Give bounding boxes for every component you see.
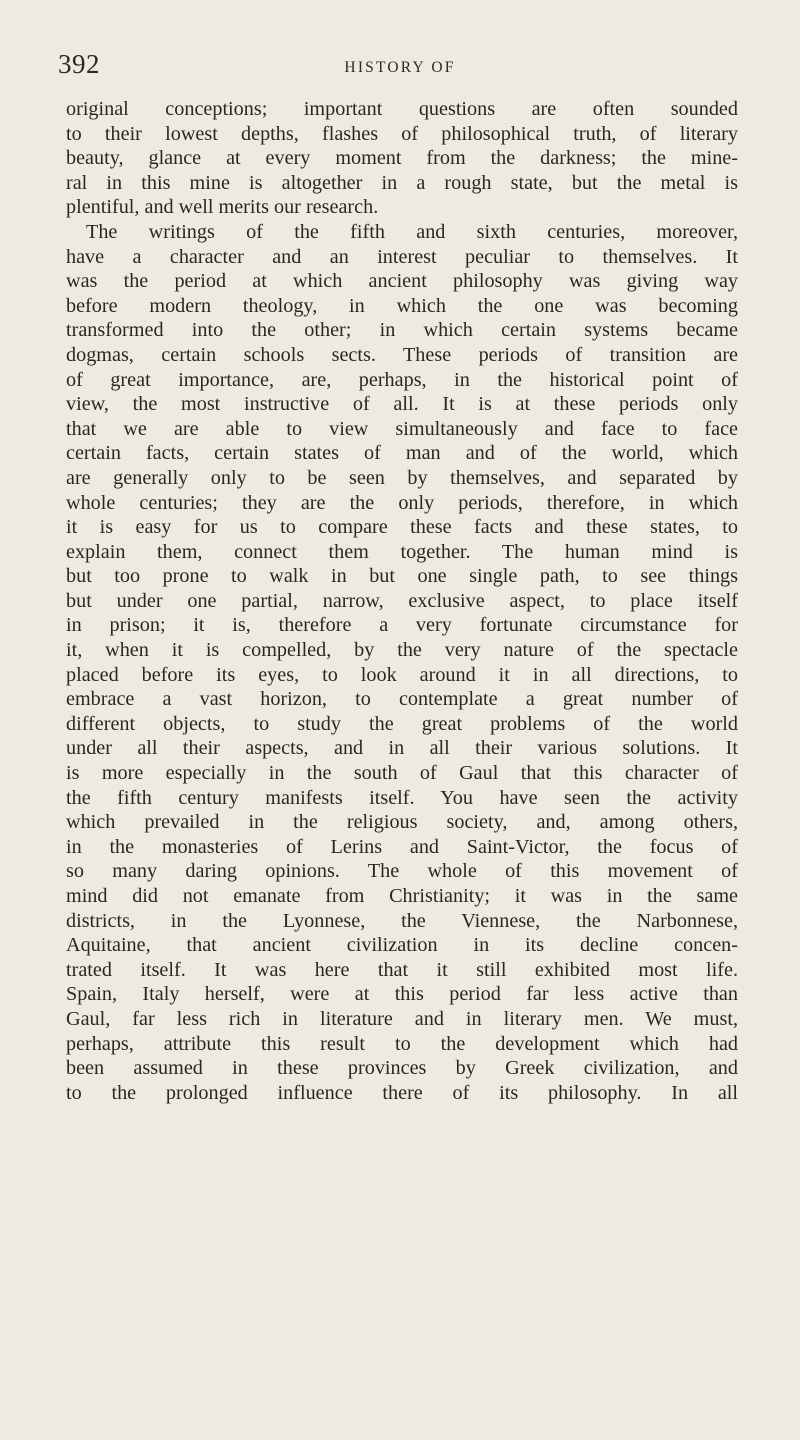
page-number: 392 — [58, 49, 100, 79]
text-line: mind did not emanate from Christianity; it was in the same — [66, 885, 738, 907]
text-line: dogmas, certain schools sects. These periods of transition are — [66, 343, 738, 366]
text-line: the fifth century manifests itself. You have seen the activity — [66, 786, 738, 809]
text-line: been assumed in these provinces by Greek civilization, and — [66, 1057, 738, 1080]
text-line: so many daring opinions. The whole of this movement of — [66, 860, 738, 883]
text-line: was the period at which ancient philosophy was giving way — [66, 270, 738, 293]
text-line: it, when it is compelled, by the very nature of the spectacle — [66, 639, 738, 662]
text-line: Gaul, far less rich in literature and in literary men. We must, — [66, 1007, 738, 1030]
text-line: in prison; it is, therefore a very fortunate circumstance for — [66, 614, 738, 637]
text-line: are generally only to be seen by themselves, and separated by — [66, 466, 738, 489]
text-line: original conceptions; important questions are often sounded — [66, 98, 738, 120]
text-line: it is easy for us to compare these facts and these states, to — [66, 516, 738, 539]
text-line: Spain, Italy herself, were at this period far less active than — [66, 983, 738, 1006]
text-line: embrace a vast horizon, to contemplate a great number of — [66, 688, 738, 711]
text-line: of great importance, are, perhaps, in the historical point of — [66, 368, 738, 391]
text-line: is more especially in the south of Gaul that this character of — [66, 762, 738, 785]
text-line: districts, in the Lyonnese, the Viennese, the Narbonnese, — [66, 909, 738, 932]
text-line: beauty, glance at every moment from the darkness; the mine- — [66, 147, 738, 170]
text-line: plentiful, and well merits our research. — [66, 196, 379, 219]
text-line: different objects, to study the great problems of the world — [66, 712, 738, 735]
running-head: HISTORY OF — [344, 59, 456, 76]
text-line: whole centuries; they are the only periods, therefore, in which — [66, 491, 738, 514]
text-line: explain them, connect them together. The human mind is — [66, 540, 738, 563]
text-line: to their lowest depths, flashes of philosophical truth, of literary — [66, 122, 738, 145]
text-line: have a character and an interest peculiar to themselves. It — [66, 245, 738, 268]
text-line: transformed into the other; in which certain systems became — [66, 319, 738, 342]
text-line: The writings of the fifth and sixth centuries, moreover, — [86, 220, 738, 243]
text-line: under all their aspects, and in all their various solutions. It — [66, 737, 738, 760]
text-line: view, the most instructive of all. It is at these periods only — [66, 393, 738, 416]
text-line: but too prone to walk in but one single path, to see things — [66, 565, 738, 588]
text-line: that we are able to view simultaneously and face to face — [66, 417, 738, 440]
text-line: ral in this mine is altogether in a rough state, but the metal is — [66, 171, 738, 194]
text-line: placed before its eyes, to look around it in all directions, to — [66, 663, 738, 686]
body-text — [66, 97, 738, 1105]
text-line: certain facts, certain states of man and of the world, which — [66, 442, 738, 465]
text-line: which prevailed in the religious society, and, among others, — [66, 811, 738, 834]
text-line: Aquitaine, that ancient civilization in its decline concen- — [66, 934, 738, 957]
text-line: to the prolonged influence there of its philosophy. In all — [66, 1081, 738, 1104]
text-line: in the monasteries of Lerins and Saint-Victor, the focus of — [66, 835, 738, 858]
text-line: but under one partial, narrow, exclusive aspect, to place itself — [66, 589, 738, 612]
text-line: before modern theology, in which the one was becoming — [66, 294, 738, 317]
text-line: trated itself. It was here that it still exhibited most life. — [66, 958, 738, 981]
text-line: perhaps, attribute this result to the development which had — [66, 1032, 738, 1055]
